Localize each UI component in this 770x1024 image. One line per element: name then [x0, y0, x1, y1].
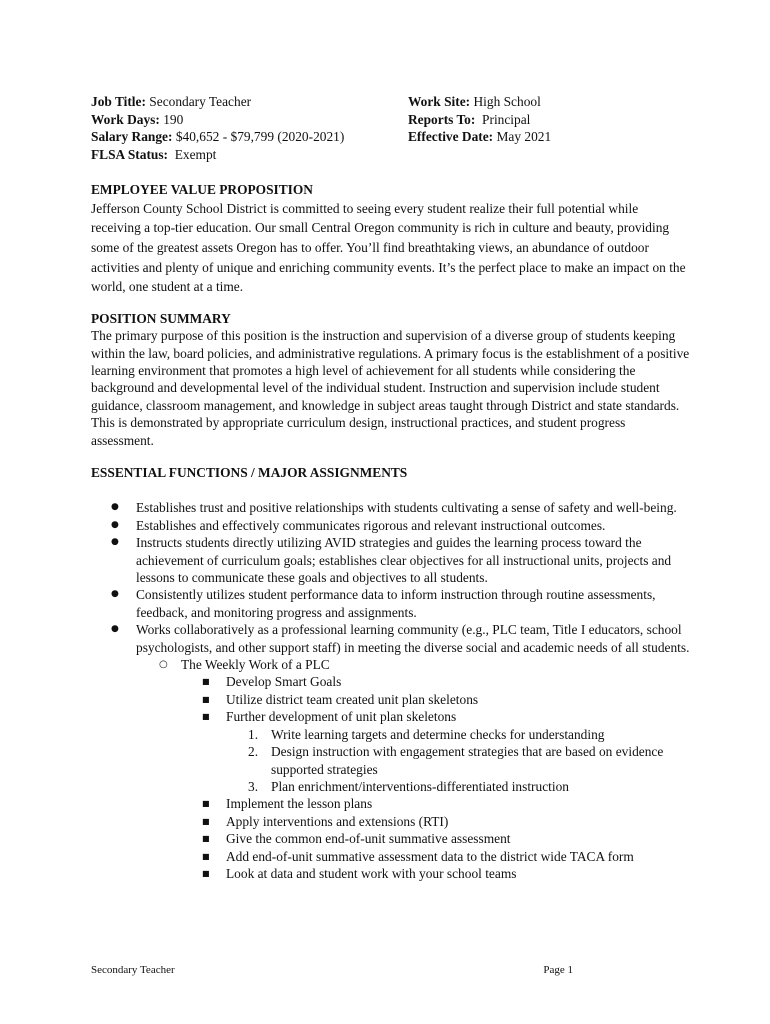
job-header-right	[408, 93, 691, 163]
essential-functions-section	[91, 464, 691, 882]
job-title-value: Secondary Teacher	[149, 94, 252, 109]
list-item	[226, 778, 691, 795]
plc-step-text: Develop Smart Goals	[226, 674, 342, 690]
plc-step-text: Further development of unit plan skeletons	[226, 709, 457, 725]
list-item	[91, 621, 691, 882]
function-text: Instructs students directly utilizing AVID strategies and guides the learning process toward the achievement of curriculum goals; establishes clear objectives for all instructional units, projects and lessons to communicate these goals and objectives to all students.	[136, 535, 672, 586]
job-title-label: Job Title:	[91, 94, 146, 109]
flsa-status-value: Exempt	[174, 146, 217, 162]
plc-step-text: Add end-of-unit summative assessment data to the district wide TACA form	[226, 848, 634, 864]
list-item	[181, 691, 691, 708]
work-days-value: 190	[163, 111, 184, 127]
work-site-value: High School	[473, 94, 541, 109]
list-item	[226, 726, 691, 743]
substep-text: Plan enrichment/interventions-differentiated instruction	[271, 778, 569, 794]
list-item	[181, 830, 691, 847]
reports-to-line	[408, 111, 691, 129]
function-text: Establishes trust and positive relationships with students cultivating a sense of safety and well-being.	[136, 500, 677, 516]
plc-steps-list	[181, 673, 691, 882]
plc-step-text: Utilize district team created unit plan skeletons	[226, 691, 479, 707]
plc-list	[136, 656, 691, 882]
plc-step-text: Give the common end-of-unit summative assessment	[226, 831, 511, 847]
list-item	[91, 499, 691, 516]
list-item	[91, 534, 691, 586]
footer-page-number: Page 1	[543, 964, 573, 976]
salary-range-line	[91, 128, 408, 146]
job-header	[91, 93, 691, 163]
substep-number: 1.	[248, 726, 259, 742]
work-site-label: Work Site:	[408, 94, 471, 109]
work-days-label: Work Days:	[91, 111, 160, 127]
list-item	[136, 656, 691, 882]
position-summary-text: The primary purpose of this position is the instruction and supervision of a diverse group of students keeping within the law, board policies, and administrative regulations. A primary focus is the establishment of a positive learning environment that promotes a high level of achievement for all students while considering the background and developmental level of the individual student. Instruction and supervision include student guidance, classroom management, and knowledge in subject areas taught through District and state standards. This is demonstrated by appropriate curriculum design, instructional practices, and student progress assessment.	[91, 328, 690, 448]
reports-to-label: Reports To:	[408, 111, 476, 127]
effective-date-label: Effective Date:	[408, 129, 494, 145]
document-page	[91, 93, 691, 882]
list-item	[181, 813, 691, 830]
list-item	[181, 673, 691, 690]
salary-range-value: $40,652 - $79,799 (2020-2021)	[175, 129, 345, 145]
position-summary-heading: POSITION SUMMARY	[91, 310, 231, 326]
essential-functions-list	[91, 499, 691, 882]
substep-text: Write learning targets and determine checks for understanding	[271, 726, 605, 742]
substep-number: 2.	[248, 744, 259, 760]
function-text: Establishes and effectively communicates rigorous and relevant instructional outcomes.	[136, 517, 606, 533]
page-footer	[91, 962, 573, 979]
footer-document-name: Secondary Teacher	[91, 964, 175, 976]
job-header-left	[91, 93, 408, 163]
effective-date-value: May 2021	[496, 129, 552, 145]
list-item	[91, 586, 691, 621]
list-item	[181, 848, 691, 865]
flsa-status-label: FLSA Status:	[91, 146, 169, 162]
plc-step-text: Look at data and student work with your school teams	[226, 865, 517, 881]
evp-heading: EMPLOYEE VALUE PROPOSITION	[91, 182, 313, 198]
position-summary-section	[91, 310, 691, 449]
work-days-line	[91, 111, 408, 129]
substep-text: Design instruction with engagement strategies that are based on evidence supported strategies	[271, 744, 664, 777]
evp-section	[91, 181, 691, 296]
salary-range-label: Salary Range:	[91, 129, 173, 145]
plc-step-text: Apply interventions and extensions (RTI)	[226, 813, 449, 829]
list-item	[226, 743, 691, 778]
function-text: Consistently utilizes student performance data to inform instruction through routine assessments, feedback, and monitoring progress and assignments.	[136, 587, 656, 620]
list-item	[181, 865, 691, 882]
evp-text: Jefferson County School District is committed to seeing every student realize their full potential while receiving a top-tier education. Our small Central Oregon community is rich in culture and beauty, providing some of the greatest assets Oregon has to offer. You’ll find breathtaking views, an abundance of outdoor activities and plenty of unique and enriching community events. It’s the perfect place to make an impact on the world, one student at a time.	[91, 200, 686, 295]
work-site-line	[408, 93, 691, 111]
essential-functions-heading: ESSENTIAL FUNCTIONS / MAJOR ASSIGNMENTS	[91, 465, 408, 480]
flsa-status-line	[91, 146, 408, 164]
list-item	[91, 517, 691, 534]
substep-number: 3.	[248, 778, 259, 794]
reports-to-value: Principal	[482, 111, 531, 127]
function-text: Works collaboratively as a professional learning community (e.g., PLC team, Title I educators, school psychologists, and other support staff) in meeting the diverse social and academic needs of all students.	[136, 622, 690, 655]
list-item	[181, 708, 691, 795]
plc-step-text: Implement the lesson plans	[226, 796, 373, 812]
effective-date-line	[408, 128, 691, 146]
list-item	[181, 795, 691, 812]
plc-substeps-list	[226, 726, 691, 796]
job-title-line	[91, 93, 408, 111]
plc-title: The Weekly Work of a PLC	[181, 657, 330, 673]
